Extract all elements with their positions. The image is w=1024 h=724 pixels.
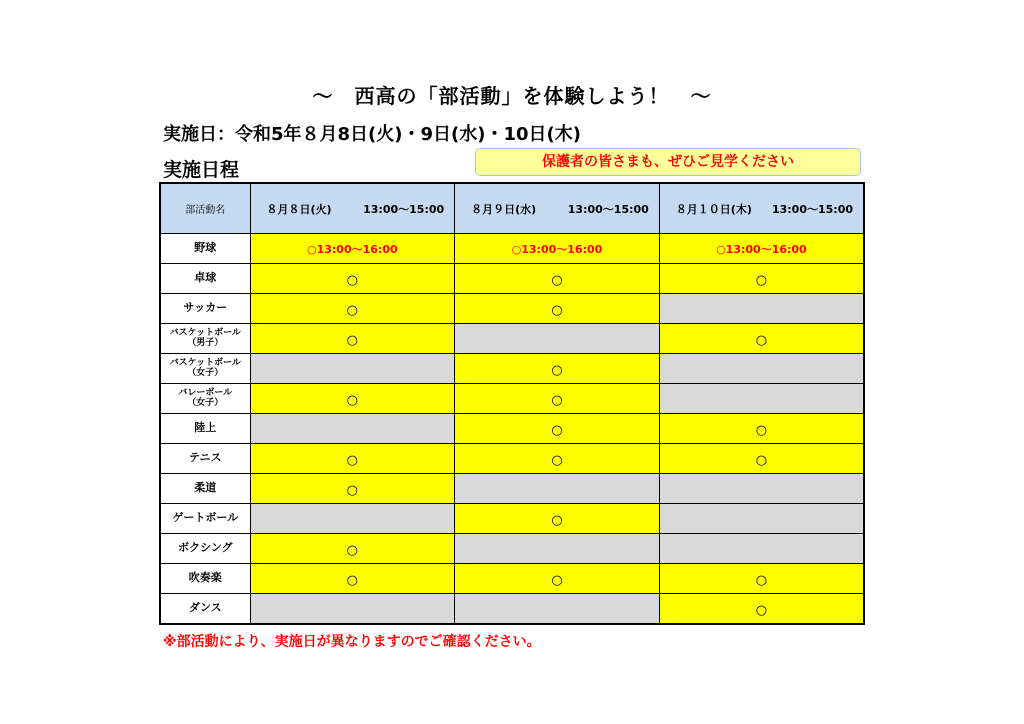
club-name: ボクシング [177, 541, 233, 555]
schedule-cell-active [659, 264, 864, 294]
schedule-mark: ○ [755, 453, 768, 468]
schedule-cell-active [455, 504, 660, 534]
club-subname: （男子） [187, 337, 224, 348]
schedule-cell-active [455, 234, 660, 264]
club-name: 吹奏楽 [188, 571, 222, 585]
club-name: サッカー [183, 301, 228, 315]
table-row [160, 444, 864, 474]
schedule-mark: ○ [346, 273, 358, 288]
day-header-3 [659, 183, 864, 234]
club-name-cell [160, 534, 250, 564]
club-name-cell [160, 564, 250, 594]
club-subname: （女子） [187, 397, 224, 408]
club-name-cell [160, 354, 250, 384]
schedule-mark: ○13:00〜16:00 [716, 242, 807, 256]
schedule-mark: ○ [551, 363, 563, 378]
schedule-heading: 実施日程 [163, 159, 240, 181]
day-header-2 [455, 183, 660, 234]
club-name-cell [160, 234, 250, 264]
schedule-cell-active [250, 444, 455, 474]
page-title: 〜 西高の「部活動」を体験しよう！ 〜 [312, 84, 712, 108]
schedule-cell-active [250, 474, 455, 504]
notice-banner: 保護者の皆さまも、ぜひご見学ください [475, 148, 861, 176]
schedule-cell-active [250, 384, 455, 414]
schedule-cell-inactive [250, 594, 455, 624]
club-name: テニス [188, 451, 222, 465]
club-name: 野球 [194, 241, 217, 255]
schedule-mark: ○13:00〜16:00 [307, 242, 398, 256]
table-row [160, 594, 864, 624]
table-row [160, 414, 864, 444]
schedule-cell-active [250, 564, 455, 594]
schedule-mark: ○ [551, 303, 563, 318]
day-time: 13:00〜15:00 [363, 202, 445, 216]
club-name-cell [160, 384, 250, 414]
schedule-mark: ○ [551, 513, 563, 528]
schedule-mark: ○13:00〜16:00 [511, 242, 603, 256]
schedule-cell-active [455, 384, 660, 414]
schedule-cell-active [659, 234, 864, 264]
table-row [160, 534, 864, 564]
club-column-header: 部活動名 [160, 183, 250, 234]
schedule-mark: ○ [755, 423, 768, 438]
schedule-cell-active [250, 234, 455, 264]
club-name-cell [160, 324, 250, 354]
schedule-cell-inactive [455, 594, 660, 624]
table-row [160, 474, 864, 504]
club-name-cell [160, 444, 250, 474]
club-name-cell [160, 414, 250, 444]
schedule-cell-inactive [659, 354, 864, 384]
day-time: 13:00〜15:00 [567, 202, 649, 216]
schedule-mark: ○ [346, 333, 358, 348]
schedule-mark: ○ [346, 393, 358, 408]
club-subname: （女子） [187, 367, 224, 378]
schedule-cell-inactive [250, 504, 455, 534]
schedule-cell-active [455, 264, 660, 294]
schedule-cell-inactive [250, 414, 455, 444]
table-row [160, 504, 864, 534]
schedule-mark: ○ [346, 543, 358, 558]
schedule-mark: ○ [346, 573, 358, 588]
schedule-mark: ○ [551, 393, 563, 408]
day-header-1 [250, 183, 455, 234]
schedule-cell-active [455, 354, 660, 384]
schedule-cell-active [250, 324, 455, 354]
dates-line: 実施日：令和5年８月8日(火)・9日(水)・10日(木) [163, 124, 581, 145]
schedule-cell-active [455, 294, 660, 324]
table-row [160, 384, 864, 414]
schedule-mark: ○ [551, 423, 563, 438]
schedule-cell-active [455, 564, 660, 594]
club-name: 卓球 [194, 271, 217, 285]
club-name: バスケットボール [169, 327, 241, 338]
schedule-table [159, 182, 865, 625]
schedule-mark: ○ [755, 273, 768, 288]
table-row [160, 564, 864, 594]
schedule-mark: ○ [551, 453, 563, 468]
schedule-cell-active [250, 264, 455, 294]
club-name-cell [160, 594, 250, 624]
schedule-cell-active [659, 324, 864, 354]
schedule-cell-inactive [659, 384, 864, 414]
schedule-cell-inactive [659, 534, 864, 564]
schedule-cell-active [455, 444, 660, 474]
schedule-cell-active [659, 414, 864, 444]
club-name-cell [160, 474, 250, 504]
club-name: バスケットボール [169, 357, 241, 368]
schedule-cell-inactive [455, 474, 660, 504]
schedule-mark: ○ [346, 453, 358, 468]
schedule-mark: ○ [755, 602, 768, 618]
club-name-cell [160, 294, 250, 324]
table-header-row [160, 183, 864, 234]
club-name-cell [160, 264, 250, 294]
schedule-cell-active [659, 594, 864, 624]
schedule-cell-inactive [659, 474, 864, 504]
table-row [160, 294, 864, 324]
table-row [160, 354, 864, 384]
schedule-cell-active [250, 534, 455, 564]
day-date: ８月８日(火) [266, 202, 332, 216]
schedule-cell-active [455, 414, 660, 444]
day-time: 13:00〜15:00 [771, 202, 853, 216]
schedule-cell-active [659, 564, 864, 594]
day-date: ８月１０日(木) [675, 202, 752, 216]
schedule-cell-inactive [659, 504, 864, 534]
schedule-cell-inactive [455, 534, 660, 564]
club-name: ゲートボール [172, 511, 239, 525]
schedule-cell-active [250, 294, 455, 324]
club-name: バレーボール [178, 387, 233, 398]
club-name: 柔道 [194, 481, 217, 495]
schedule-cell-inactive [250, 354, 455, 384]
schedule-mark: ○ [755, 333, 768, 348]
footnote: ※部活動により、実施日が異なりますのでご確認ください。 [163, 634, 541, 650]
schedule-mark: ○ [551, 273, 563, 288]
schedule-mark: ○ [346, 483, 358, 498]
schedule-mark: ○ [551, 573, 563, 588]
schedule-mark: ○ [346, 303, 358, 318]
schedule-cell-active [659, 444, 864, 474]
schedule-mark: ○ [755, 573, 768, 588]
schedule-cell-inactive [659, 294, 864, 324]
table-row [160, 324, 864, 354]
club-name: 陸上 [194, 421, 217, 435]
table-row [160, 264, 864, 294]
schedule-cell-inactive [455, 324, 660, 354]
club-name-cell [160, 504, 250, 534]
table-row [160, 234, 864, 264]
day-date: ８月９日(水) [471, 202, 537, 216]
club-name: ダンス [188, 601, 222, 615]
